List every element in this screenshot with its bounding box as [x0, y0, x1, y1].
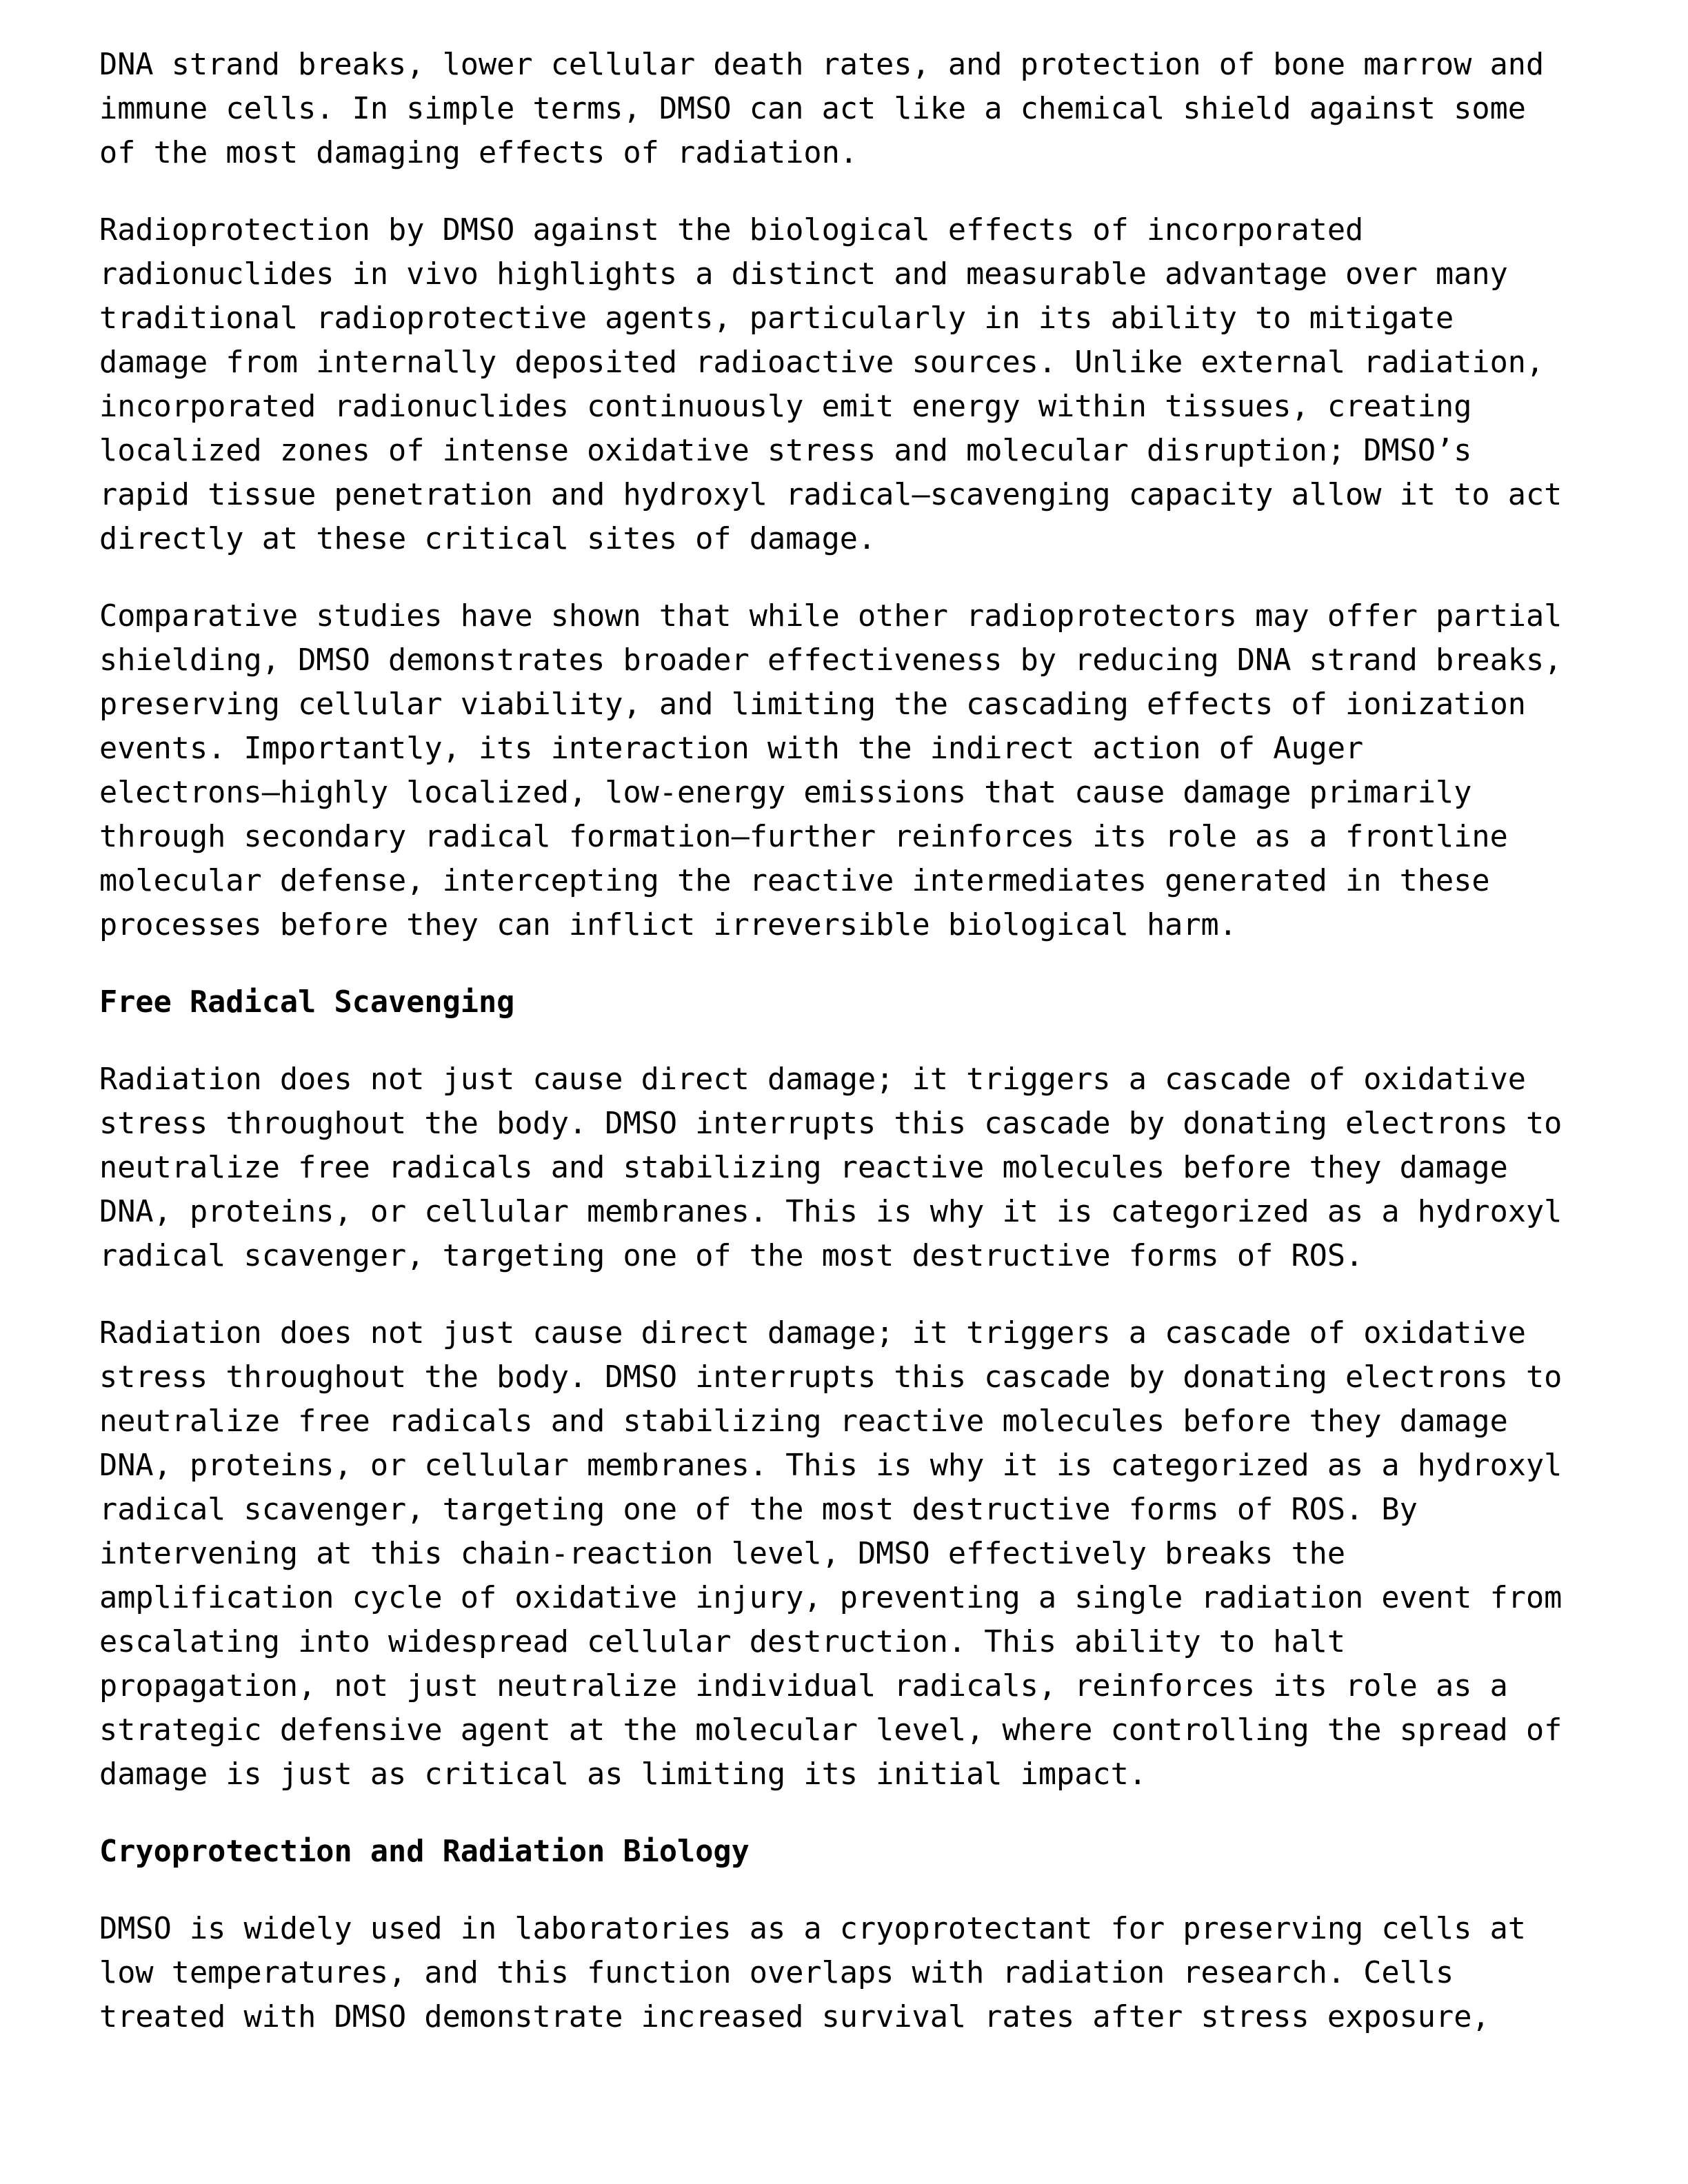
paragraph-line: incorporated radionuclides continuously emit energy within tissues, creating — [99, 390, 1472, 424]
paragraph-line: through secondary radical formation—further reinforces its role as a frontline — [99, 820, 1508, 854]
paragraph-line: localized zones of intense oxidative stress and molecular disruption; DMSO’s — [99, 434, 1472, 468]
section-heading: Cryoprotection and Radiation Biology — [99, 1834, 750, 1869]
paragraph-line: low temperatures, and this function overlaps with radiation research. Cells — [99, 1956, 1454, 1990]
paragraph-line: strategic defensive agent at the molecular level, where controlling the spread of — [99, 1713, 1563, 1748]
paragraph-line: radionuclides in vivo highlights a distinct and measurable advantage over many — [99, 257, 1508, 292]
body-paragraph — [99, 594, 1589, 947]
paragraph-line: damage is just as critical as limiting its initial impact. — [99, 1757, 1147, 1792]
paragraph-line: directly at these critical sites of damage. — [99, 522, 876, 556]
paragraph-line: DNA, proteins, or cellular membranes. This is why it is categorized as a hydroxyl — [99, 1448, 1563, 1483]
paragraph-line: radical scavenger, targeting one of the most destructive forms of ROS. By — [99, 1493, 1418, 1527]
paragraph-line: stress throughout the body. DMSO interrupts this cascade by donating electrons to — [99, 1360, 1563, 1395]
paragraph-line: Radiation does not just cause direct damage; it triggers a cascade of oxidative — [99, 1062, 1526, 1097]
paragraph-line: of the most damaging effects of radiation. — [99, 136, 858, 170]
paragraph-line: shielding, DMSO demonstrates broader effectiveness by reducing DNA strand breaks, — [99, 643, 1563, 678]
paragraph-line: immune cells. In simple terms, DMSO can act like a chemical shield against some — [99, 92, 1526, 126]
paragraph-line: DMSO is widely used in laboratories as a cryoprotectant for preserving cells at — [99, 1912, 1526, 1946]
body-paragraph — [99, 1311, 1589, 1797]
paragraph-line: Radioprotection by DMSO against the biological effects of incorporated — [99, 213, 1364, 247]
paragraph-line: stress throughout the body. DMSO interrupts this cascade by donating electrons to — [99, 1106, 1563, 1141]
body-paragraph — [99, 1907, 1589, 2039]
section-heading: Free Radical Scavenging — [99, 985, 515, 1020]
paragraph-line: events. Importantly, its interaction with the indirect action of Auger — [99, 731, 1364, 766]
paragraph-line: processes before they can inflict irreversible biological harm. — [99, 908, 1237, 942]
paragraph-line: molecular defense, intercepting the reactive intermediates generated in these — [99, 864, 1490, 898]
paragraph-line: treated with DMSO demonstrate increased survival rates after stress exposure, — [99, 2000, 1490, 2034]
paragraph-line: amplification cycle of oxidative injury, preventing a single radiation event from — [99, 1581, 1563, 1615]
paragraph-line: preserving cellular viability, and limiting the cascading effects of ionization — [99, 687, 1526, 722]
paragraph-line: neutralize free radicals and stabilizing reactive molecules before they damage — [99, 1151, 1508, 1185]
body-paragraph — [99, 1058, 1589, 1278]
document-page — [99, 43, 1589, 2072]
paragraph-line: DNA strand breaks, lower cellular death rates, and protection of bone marrow and — [99, 48, 1545, 82]
paragraph-line: propagation, not just neutralize individual radicals, reinforces its role as a — [99, 1669, 1508, 1703]
paragraph-line: neutralize free radicals and stabilizing reactive molecules before they damage — [99, 1404, 1508, 1439]
paragraph-line: rapid tissue penetration and hydroxyl radical–scavenging capacity allow it to act — [99, 478, 1563, 512]
paragraph-line: damage from internally deposited radioactive sources. Unlike external radiation, — [99, 345, 1545, 380]
paragraph-line: radical scavenger, targeting one of the most destructive forms of ROS. — [99, 1239, 1364, 1273]
paragraph-line: Comparative studies have shown that while other radioprotectors may offer partial — [99, 599, 1563, 634]
paragraph-line: intervening at this chain-reaction level, DMSO effectively breaks the — [99, 1537, 1346, 1571]
paragraph-line: escalating into widespread cellular destruction. This ability to halt — [99, 1625, 1346, 1659]
body-paragraph — [99, 208, 1589, 561]
document-body — [99, 43, 1589, 2039]
paragraph-line: DNA, proteins, or cellular membranes. This is why it is categorized as a hydroxyl — [99, 1195, 1563, 1229]
body-paragraph — [99, 43, 1589, 175]
paragraph-line: traditional radioprotective agents, particularly in its ability to mitigate — [99, 301, 1454, 336]
paragraph-line: Radiation does not just cause direct damage; it triggers a cascade of oxidative — [99, 1316, 1526, 1351]
paragraph-line: electrons—highly localized, low-energy emissions that cause damage primarily — [99, 776, 1472, 810]
